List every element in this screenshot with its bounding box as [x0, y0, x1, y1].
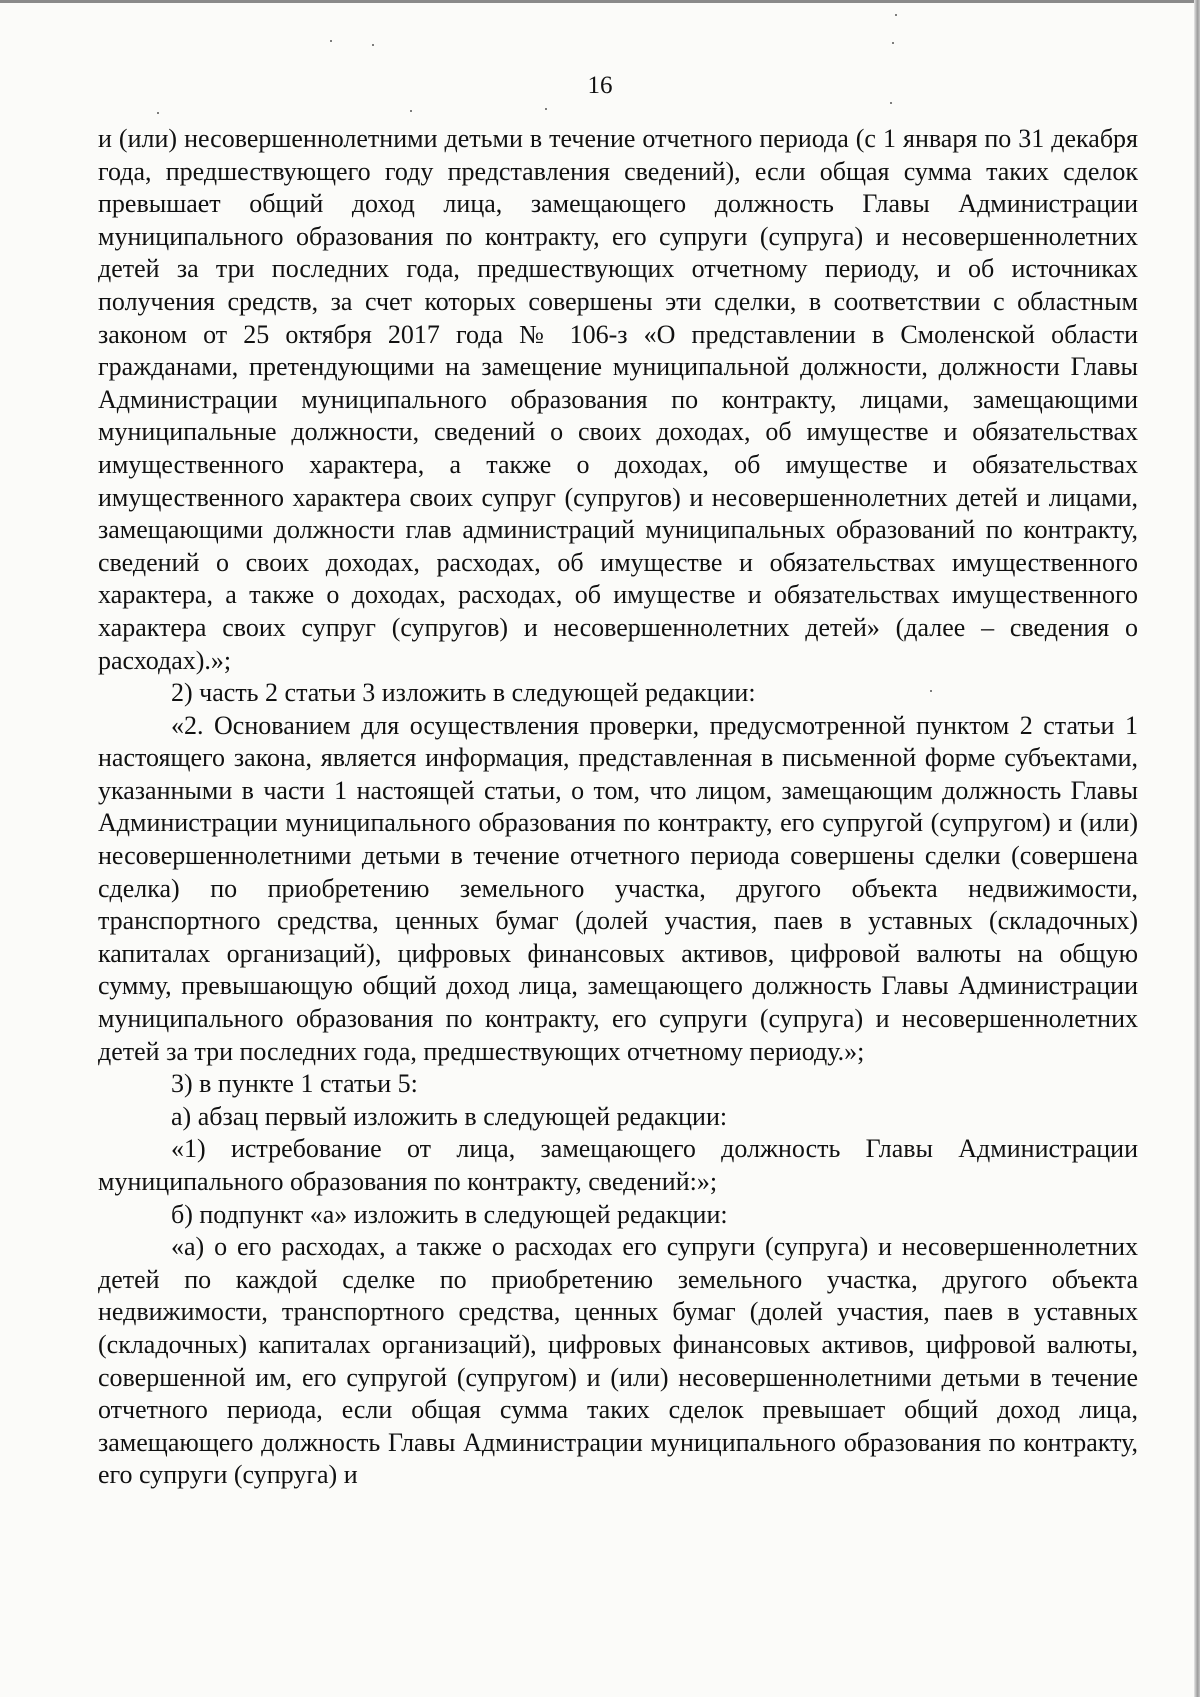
paragraph-quoted-1: «1) истребование от лица, замещающего должность Главы Администрации муниципального образования по контракту, сведений:»;	[98, 1134, 1138, 1196]
scan-speck	[892, 42, 894, 44]
scan-speck	[895, 14, 897, 16]
paragraph-item-2: 2) часть 2 статьи 3 изложить в следующей редакции:	[171, 678, 756, 708]
paragraph-article-3-part-2: «2. Основанием для осуществления проверки, предусмотренной пунктом 2 статьи 1 настоящего закона, является информация, представленная в письменной форме субъектами, указанными в части 1 настоящей статьи, о том, что лицом, замещающим должность Главы Администрации муниципального образования по контракту, его супругой (супругом) и (или) несовершеннолетними детьми в течение отчетного периода совершены сделки (совершена сделка) по приобретению земельного участка, другого объекта недвижимости, транспортного средства, ценных бумаг (долей участия, паев в уставных (складочных) капиталах организаций), цифровых финансовых активов, цифровой валюты на общую сумму, превышающую общий доход лица, замещающего должность Главы Администрации муниципального образования по контракту, его супруги (супруга) и несовершеннолетних детей за три последних года, предшествующих отчетному периоду.»;	[98, 710, 1138, 1066]
paragraph-subitem-a: а) абзац первый изложить в следующей редакции:	[171, 1101, 728, 1131]
document-body	[98, 123, 1138, 1492]
scan-speck	[410, 110, 412, 112]
scan-top-edge	[0, 0, 1200, 3]
scan-speck	[545, 108, 547, 110]
scan-speck	[890, 102, 892, 104]
scan-right-edge	[1194, 0, 1200, 1697]
paragraph-continuation: и (или) несовершеннолетними детьми в течение отчетного периода (с 1 января по 31 декабря года, предшествующего году представления сведений), если общая сумма таких сделок превышает общий доход лица, замещающего должность Главы Администрации муниципального образования по контракту, его супруги (супруга) и несовершеннолетних детей за три последних года, предшествующих отчетному периоду, и об источниках получения средств, за счет которых совершены эти сделки, в соответствии с областным законом от 25 октября 2017 года № 106-з «О представлении в Смоленской области гражданами, претендующими на замещение муниципальной должности, должности Главы Администрации муниципального образования по контракту, лицами, замещающими муниципальные должности, сведений о своих доходах, об имуществе и обязательствах имущественного характера, а также о доходах, об имуществе и обязательствах имущественного характера своих супруг (супругов) и несовершеннолетних детей и лицами, замещающими должности глав администраций муниципальных образований по контракту, сведений о своих доходах, расходах, об имуществе и обязательствах имущественного характера, а также о доходах, расходах, об имуществе и обязательствах имущественного характера своих супруг (супругов) и несовершеннолетних детей» (далее – сведения о расходах).»;	[98, 124, 1138, 675]
scan-speck	[330, 40, 332, 42]
paragraph-item-3: 3) в пункте 1 статьи 5:	[171, 1069, 418, 1099]
scan-speck	[372, 44, 374, 46]
paragraph-quoted-a: «а) о его расходах, а также о расходах его супруги (супруга) и несовершеннолетних детей по каждой сделке по приобретению земельного участка, другого объекта недвижимости, транспортного средства, ценных бумаг (долей участия, паев в уставных (складочных) капиталах организаций), цифровых финансовых активов, цифровой валюты, совершенной им, его супругой (супругом) и (или) несовершеннолетними детьми в течение отчетного периода, если общая сумма таких сделок превышает общий доход лица, замещающего должность Главы Администрации муниципального образования по контракту, его супруги (супруга) и	[98, 1232, 1138, 1490]
paragraph-subitem-b: б) подпункт «а» изложить в следующей редакции:	[171, 1199, 728, 1229]
scan-speck	[157, 112, 159, 114]
page-number: 16	[587, 72, 613, 99]
